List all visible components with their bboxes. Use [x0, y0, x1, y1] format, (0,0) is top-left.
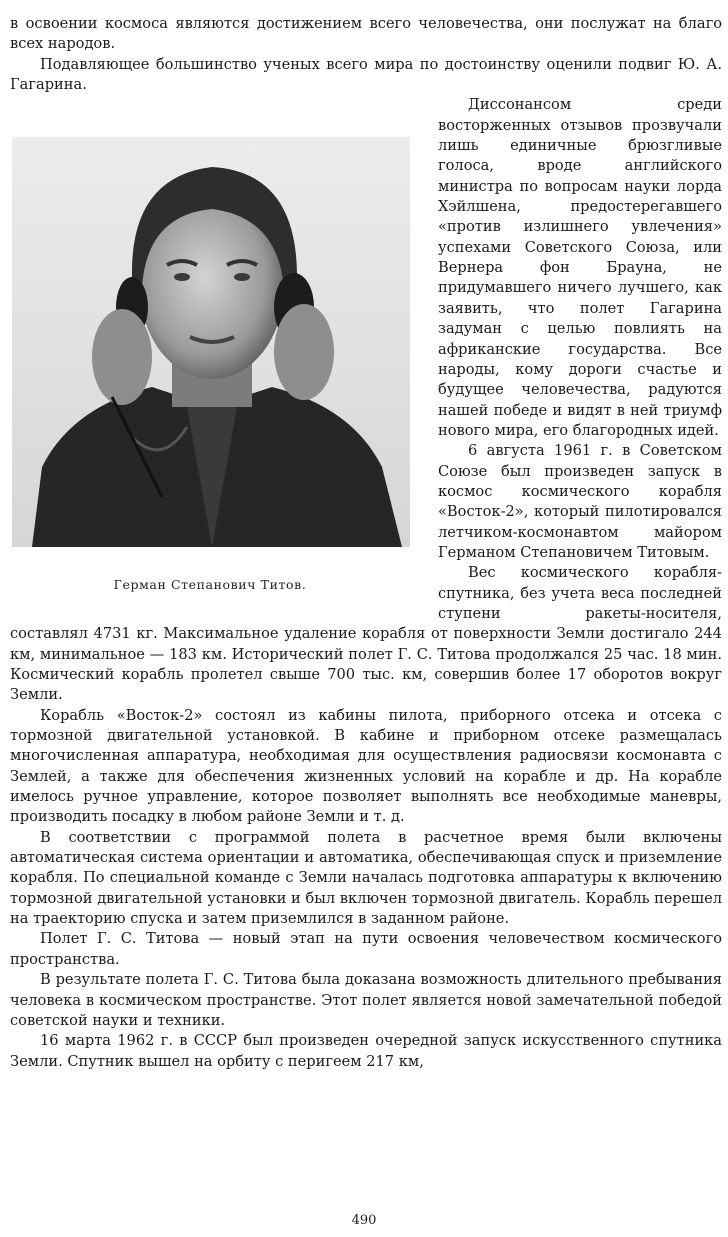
- paragraph: Полет Г. С. Титова — новый этап на пути освоения человечеством космического пространства.: [10, 930, 722, 968]
- paragraph: В результате полета Г. С. Титова была доказана возможность длительного пребывания человека в космическом пространстве. Этот полет является новой замечательной победой советской науки и техники.: [10, 971, 722, 1029]
- paragraph: В соответствии с программой полета в расчетное время были включены автоматическая система ориентации и автоматика, обеспечивающая спуск и приземление корабля. По специальной команде с Земли началась подготовка аппаратуры к включению тормозной двигательной установки и был включен тормозной двигатель. Корабль перешел на траекторию спуска и затем приземлился в заданном районе.: [10, 828, 722, 928]
- paragraph: Вес космического корабля-спутника, без учета веса последней ступени ракеты-носителя, составлял 4731 кг. Максимальное удаление корабля от поверхности Земли достигало 244 км, минимальное — 183 км. Исторический полет Г. С. Титова продолжался 25 час. 18 мин. Космический корабль пролетел свыше 700 тыс. км, совершив более 17 оборотов вокруг Земли.: [10, 564, 722, 704]
- paragraph: Подавляющее большинство ученых всего мира по достоинству оценили подвиг Ю. А. Гагарина.: [10, 55, 722, 94]
- paragraph: Диссонансом среди восторженных отзывов прозвучали лишь единичные брюзгливые голоса, вроде английского министра по вопросам науки лорда Хэйлшена, предостерегавшего «против излишнего увлечения» успехами Советского Союза, или Вернера фон Брауна, не придумавшего ничего лучшего, как заявить, что полет Гагарина задуман с целью повлиять на африканские государства. Все народы, кому дороги счастье и будущее человечества, радуются нашей победе и видят в ней триумф нового мира, его благородных идей.: [438, 96, 722, 439]
- paragraph: 16 марта 1962 г. в СССР был произведен очередной запуск искусственного спутника Земли. Спутник вышел на орбиту с перигеем 217 км,: [10, 1032, 722, 1070]
- figure: [10, 137, 426, 617]
- portrait-photo: [12, 137, 410, 547]
- figure-caption: Герман Степанович Титов.: [113, 577, 307, 593]
- paragraph-continuation: в освоении космоса являются достижением всего человечества, они послужат на благо всех народов.: [10, 15, 722, 53]
- page-text: [10, 14, 722, 1072]
- paragraph: Корабль «Восток-2» состоял из кабины пилота, приборного отсека и отсека с тормозной двигательной установкой. В кабине и приборном отсеке размещалась многочисленная аппаратура, необходимая для осуществления радиосвязи космонавта с Землей, а также для обеспечения жизненных условий на корабле и др. На корабле имелось ручное управление, которое позволяет выполнять все необходимые маневры, производить посадку в любом районе Земли и т. д.: [10, 706, 722, 826]
- page-number: 490: [351, 1213, 377, 1228]
- paragraph: 6 августа 1961 г. в Советском Союзе был произведен запуск в космос космического корабля «Восток-2», который пилотировался летчиком-космонавтом майором Германом Степановичем Титовым.: [438, 442, 722, 561]
